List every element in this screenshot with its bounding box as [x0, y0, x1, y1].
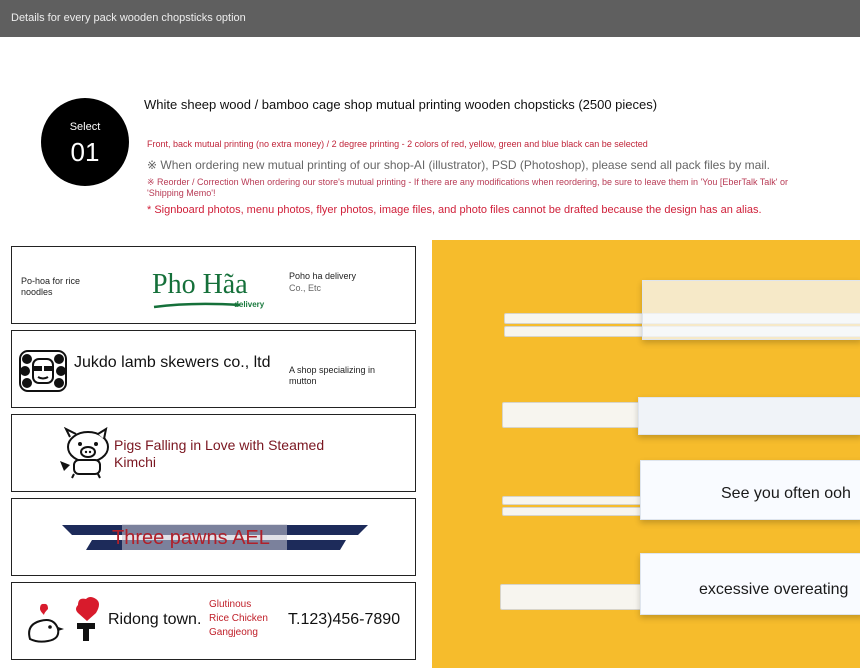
sample-3-shop-name: Pigs Falling in Love with Steamed Kimchi	[114, 437, 325, 470]
sample-1-right-line1: Poho ha delivery	[289, 271, 357, 281]
sample-5-phone: T.123)456-7890	[288, 611, 401, 628]
sleeve-print-text-1: See you often ooh	[721, 485, 851, 502]
sleeve-print-text-2: excessive overeating	[699, 581, 849, 598]
option-badge	[41, 98, 129, 186]
bird-heart-icon	[24, 595, 104, 645]
product-photo	[432, 240, 860, 668]
clear-sleeve	[642, 280, 860, 340]
logo-swoosh-icon	[152, 301, 242, 309]
printed-sleeve	[640, 553, 860, 615]
pho-logo-text: Pho Hãa	[152, 269, 248, 300]
product-headline: White sheep wood / bamboo cage shop mutual printing wooden chopsticks (2500 pieces)	[144, 97, 658, 112]
page-title: Details for every pack wooden chopsticks option	[11, 12, 246, 24]
sample-card-ridong	[11, 582, 416, 660]
sample-2-right-text: A shop specializing in mutton	[289, 365, 376, 386]
sample-5-tag-line3: Gangjeong	[209, 627, 258, 638]
sample-5-shop-name: Ridong town.	[108, 611, 202, 628]
sample-4-shop-name: Three pawns AEL	[112, 527, 270, 549]
sample-card-three-pawns	[11, 498, 416, 576]
note-printing-options: Front, back mutual printing (no extra money) / 2 degree printing - 2 colors of red, yellow, green and blue black can be selected	[147, 139, 648, 149]
white-sleeve	[638, 397, 860, 435]
printed-sleeve	[640, 460, 860, 520]
note-reorder: ※ Reorder / Correction When ordering our store's mutual printing - If there are any modifications when reordering, be sure to leave them in 'You [EberTalk Talk' or 'Shipping Memo'!	[147, 177, 789, 198]
sample-5-tag-line2: Rice Chicken	[209, 613, 268, 624]
sample-2-shop-name: Jukdo lamb skewers co., ltd	[74, 354, 271, 371]
note-photo-restriction: * Signboard photos, menu photos, flyer photos, image files, and photo files cannot be drafted because the design has an alias.	[147, 204, 762, 216]
sample-1-right-text	[289, 270, 356, 294]
badge-label: Select	[69, 121, 101, 133]
sample-5-tagline	[209, 598, 268, 640]
sample-card-pig	[11, 414, 416, 492]
sample-5-tag-line1: Glutinous	[209, 599, 252, 610]
sample-card-pho	[11, 246, 416, 324]
badge-number: 01	[70, 137, 100, 167]
lamb-mascot-icon	[18, 349, 68, 393]
top-header-bar	[0, 0, 860, 37]
pho-logo-subtext: delivery	[234, 300, 265, 309]
pig-mascot-icon	[58, 427, 114, 479]
note-new-order-files: ※ When ordering new mutual printing of our shop-AI (illustrator), PSD (Photoshop), please send all pack files by mail.	[147, 158, 771, 172]
sample-1-right-line2: Co., Etc	[289, 283, 322, 293]
sample-1-left-text: Po-hoa for rice noodles	[21, 276, 81, 297]
sample-card-jukdo	[11, 330, 416, 408]
